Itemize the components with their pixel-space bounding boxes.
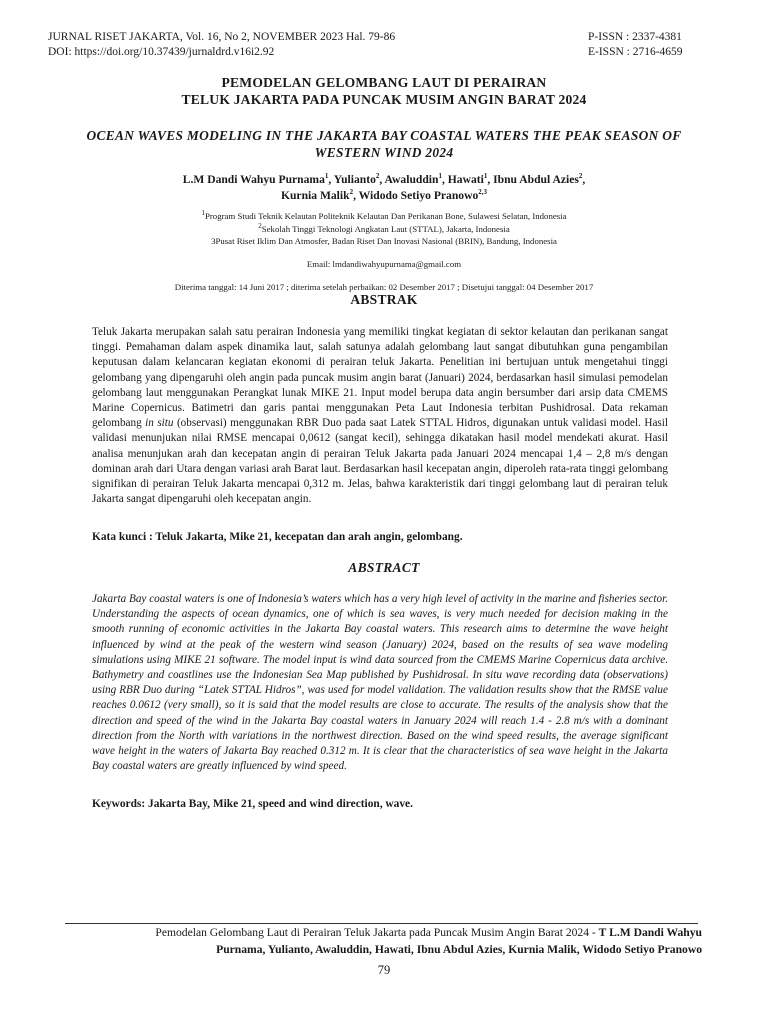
keywords: Keywords: Jakarta Bay, Mike 21, speed and wind direction, wave.: [92, 798, 413, 810]
author-name: Kurnia Malik: [280, 189, 350, 202]
author-name: Yulianto: [333, 173, 376, 186]
title-english: OCEAN WAVES MODELING IN THE JAKARTA BAY COASTAL WATERS THE PEAK SEASON OF WESTERN WIND 2024: [86, 128, 682, 160]
footer-authors-1: T L.M Dandi Wahyu: [598, 926, 702, 939]
abstract-body: Jakarta Bay coastal waters is one of Indonesia’s waters which has a very high level of activity in the marine and fisheries sector. Understanding the aspects of ocean dynamics, one of which is sea waves, is very much needed for decision making in the smooth running of economic activities in the Jakarta Bay coastal waters. This research aims to determine the wave height influenced by wind at the peak of the western wind season (January) 2024, based on the results of sea wave modeling simulations using MIKE 21 software. The model input is wind data sourced from the CMEMS Marine Copernicus data archive. Bathymetry and coastlines use the Indonesian Sea Map published by Pushidrosal. In situ wave recording data (observations) using RBR Duo during “Latek STTAL Hidros”, was used for model validation. The validation results show that the RMSE value reaches 0.0612 (very small), so it is said that the model results are close to accurate. The results of the analysis show that the direction and speed of the wind in the Jakarta Bay coastal waters in January 2024 will reach 1.4 - 2.8 m/s with a dominant direction from the North with variations in the northwest direction. Based on the wind speed results, the average significant wave height in the waters of Jakarta Bay reached 0.312 m. It is clear that the characteristics of sea wave height in the Jakarta Bay coastal waters are greatly influenced by wind speed.: [92, 593, 668, 773]
eissn: E-ISSN : 2716-4659: [588, 46, 683, 58]
doi-link[interactable]: DOI: https://doi.org/10.37439/jurnaldrd.v16i2.92: [48, 46, 275, 58]
author-name: Ibnu Abdul Azies: [493, 173, 579, 186]
author-name: Awaluddin: [384, 173, 439, 186]
submission-dates: Diterima tanggal: 14 Juni 2017 ; diterima setelah perbaikan: 02 Desember 2017 ; Disetujui tanggal: 04 Desember 2017: [174, 282, 594, 292]
title-indonesian: [0, 74, 768, 108]
running-footer: [80, 924, 702, 958]
author-name: L.M Dandi Wahyu Purnama: [182, 173, 325, 186]
corresponding-email[interactable]: Email: lmdandiwahyupurnama@gmail.com: [306, 259, 462, 269]
footer-authors-2: Purnama, Yulianto, Awaluddin, Hawati, Ibnu Abdul Azies, Kurnia Malik, Widodo Setiyo Pranowo: [216, 943, 702, 956]
affiliation-3: 3Pusat Riset Iklim Dan Atmosfer, Badan Riset Dan Inovasi Nasional (BRIN), Bandung, Indonesia: [211, 236, 557, 246]
affiliation-1: $^1$Program Studi Teknik Kelautan Politeknik Kelautan Dan Perikanan Bone, Sulawesi Selatan, Indonesia: [201, 209, 567, 221]
affiliation-2: $^2$Sekolah Tinggi Teknologi Angkatan Laut (STTAL), Jakarta, Indonesia: [258, 221, 510, 234]
author-name: Hawati: [447, 173, 484, 186]
title-id-line-1: PEMODELAN GELOMBANG LAUT DI PERAIRAN: [221, 75, 547, 90]
pissn: P-ISSN : 2337-4381: [588, 31, 682, 43]
abstrak-body: Teluk Jakarta merupakan salah satu perairan Indonesia yang memiliki tingkat kegiatan di sektor kelautan dan perikanan sangat tinggi. Pemahaman dalam aspek dinamika laut, salah satunya adalah gelombang laut sangat dibutuhkan guna pengambilan keputusan dalam kelancaran kegiatan ekonomi di perairan teluk Jakarta. Penelitian ini bertujuan untuk mengetahui tinggi gelombang yang dipengaruhi oleh angin pada puncak musim angin barat (Januari) 2024, berdasarkan hasil simulasi pemodelan gelombang laut menggunakan Perangkat lunak MIKE 21. Input model berupa data angin bersumber dari arsip data CMEMS Marine Copernicus. Batimetri dan garis pantai menggunakan Peta Laut Indonesia terbitan Pushidrosal. Data rekaman gelombang in situ (observasi) menggunakan RBR Duo pada saat Latek STTAL Hidros, digunakan untuk validasi model. Hasil validasi menunjukan nilai RMSE mencapai 0,0612 (sangat kecil), sehingga dikatakan hasil model mendekati akurat. Hasil analisa menunjukan arah dan kecepatan angin di perairan Teluk Jakarta pada Januari 2024 mencapai 1,4 – 2,8 m/s dengan dominan arah dari Utara dengan variasi arah Barat laut. Berdasarkan hasil kecepatan angin, diperoleh rata-rata tinggi gelombang signifikan di perairan Teluk Jakarta mencapai 0,312 m. Jelas, bahwa karakteristik dari tinggi gelombang laut di perairan teluk Jakarta sangat dipengaruhi oleh kecepatan angin.: [92, 326, 668, 506]
footer-title: Pemodelan Gelombang Laut di Perairan Teluk Jakarta pada Puncak Musim Angin Barat 2024 -: [155, 926, 599, 939]
running-header: [48, 30, 698, 60]
title-id-line-2: TELUK JAKARTA PADA PUNCAK MUSIM ANGIN BARAT 2024: [181, 92, 587, 107]
author-name: Widodo Setiyo Pranowo: [358, 189, 479, 202]
kata-kunci: Kata kunci : Teluk Jakarta, Mike 21, kecepatan dan arah angin, gelombang.: [92, 531, 463, 543]
journal-citation: JURNAL RISET JAKARTA, Vol. 16, No 2, NOVEMBER 2023 Hal. 79-86: [48, 31, 396, 43]
author-list: L.M Dandi Wahyu Purnama$^1$, Yulianto$^2$, Awaluddin$^1$, Hawati$^1$, Ibnu Abdul Azies$^2$, Kurnia Malik$^2$, Widodo Setiyo Pranowo$^{2,3}$: [182, 172, 586, 202]
affiliations: [0, 210, 768, 248]
page-number: 79: [377, 963, 391, 977]
abstract-heading: ABSTRACT: [348, 560, 420, 575]
abstrak-heading: ABSTRAK: [350, 292, 418, 307]
